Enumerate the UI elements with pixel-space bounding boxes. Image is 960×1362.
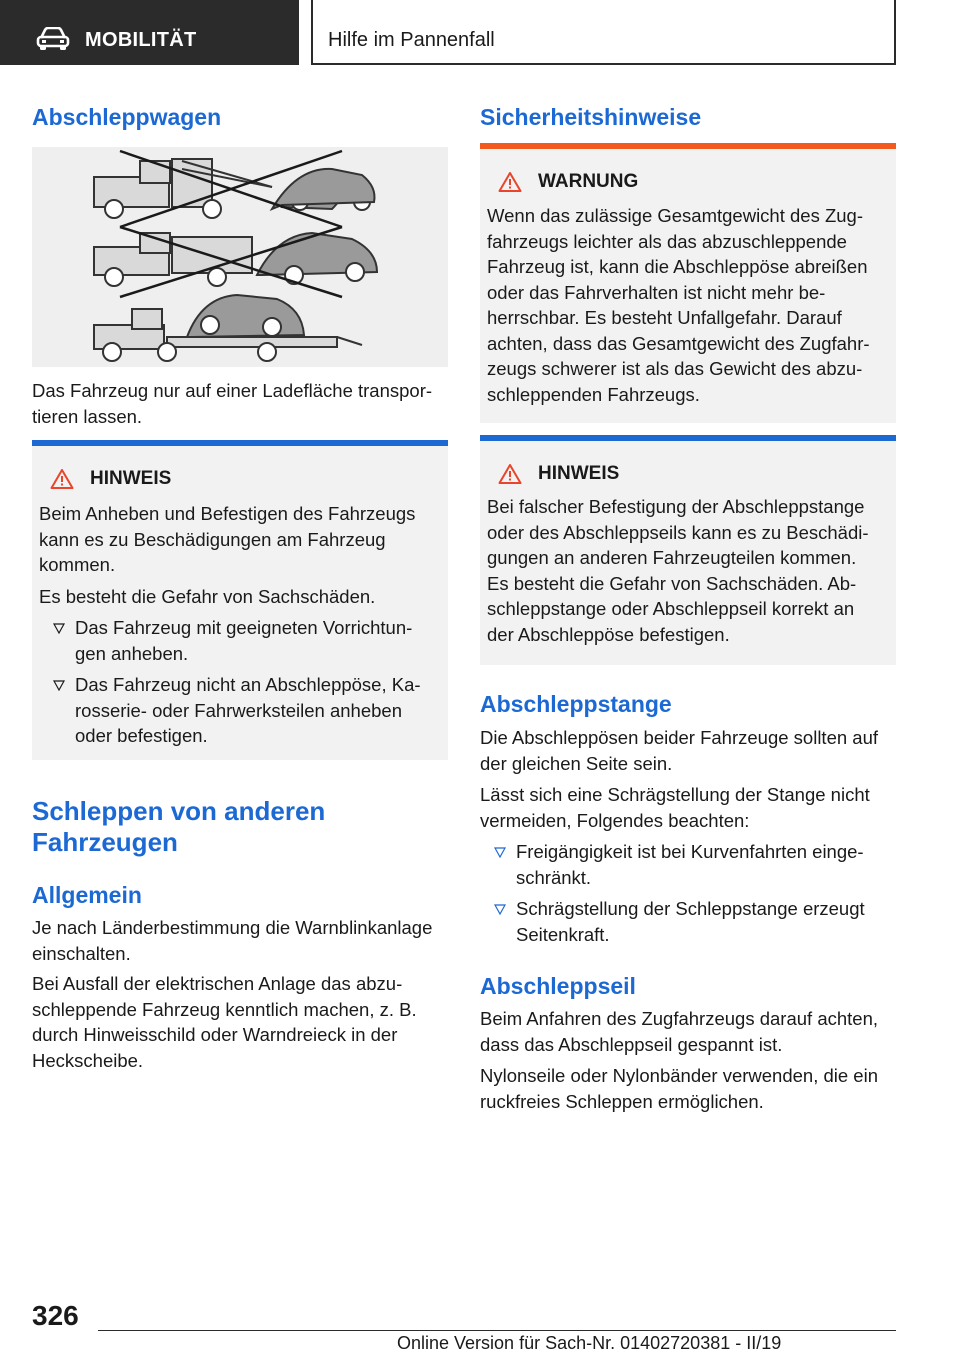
notice-text: Beim Anheben und Befestigen des Fahrzeugs kann es zu Beschädigungen am Fahrzeug kommen. Es besteht die Gefahr von Sachschäden. Das Fahrzeug mit geeigneten Vorrichtun‐ gen anheben. Das Fahrzeug nicht an Abschleppöse, Ka‐ rosserie- oder Fahrwerksteilen anheben oder befestigen. [39, 501, 438, 749]
list-item: Schrägstellung der Schleppstange erzeugt Seitenkraft. [480, 896, 900, 947]
heading-sicherheitshinweise: Sicherheitshinweise [480, 104, 702, 130]
footer-version: Online Version für Sach-Nr. 01402720381 - II/19 [397, 1333, 782, 1353]
notice-bar [480, 435, 896, 441]
notice-label: HINWEIS [90, 468, 172, 489]
notice-text: Bei falscher Befestigung der Abschleppstange oder des Abschleppseils kann es zu Beschädi‐ gungen an anderen Fahrzeugteilen kommen. Es besteht die Gefahr von Sachschäden. Ab‐ schleppstange oder Abschleppseil korrekt an der Abschleppöse befestigen. [487, 496, 869, 645]
rope-paragraph-1: Beim Anfahren des Zugfahrzeugs darauf achten, dass das Abschleppseil gespannt ist. [480, 1008, 879, 1055]
header-chapter-box [311, 0, 896, 65]
towing-illustration [32, 147, 448, 367]
tow-truck-diagram [32, 147, 448, 367]
list-item: Freigängigkeit ist bei Kurvenfahrten einge‐ schränkt. [480, 839, 900, 890]
bullet-triangle-icon [53, 623, 65, 634]
notice-header [498, 463, 619, 485]
subheading-abschleppseil: Abschleppseil [480, 973, 636, 999]
notice-box-right [480, 435, 896, 665]
warning-bar [480, 143, 896, 149]
subheading-abschleppstange: Abschleppstange [480, 691, 672, 717]
warning-header [498, 171, 638, 193]
notice-label: HINWEIS [538, 463, 620, 484]
general-paragraph-2: Bei Ausfall der elektrischen Anlage das abzu‐ schleppende Fahrzeug kenntlich machen, z. B. durch Hinweisschild oder Warndreieck in der Heckscheibe. [32, 973, 417, 1071]
warning-triangle-icon [498, 463, 522, 485]
warning-triangle-icon [498, 171, 522, 193]
warning-triangle-icon [50, 468, 74, 490]
warning-box [480, 143, 896, 423]
figure-caption: Das Fahrzeug nur auf einer Ladefläche transpor‐ tieren lassen. [32, 380, 433, 427]
car-icon [36, 27, 70, 51]
general-paragraph-1: Je nach Länderbestimmung die Warnblinkanlage einschalten. [32, 917, 433, 964]
notice-header [50, 468, 171, 490]
section-title: MOBILITÄT [85, 29, 197, 51]
bullet-triangle-icon [53, 680, 65, 691]
notice-box-left [32, 440, 448, 760]
warning-text: Wenn das zulässige Gesamtgewicht des Zug‐ fahrzeugs leichter als das abzuschleppende Fahrzeug ist, kann die Abschleppöse abreißen oder das Fahrverhalten ist nicht mehr be‐ herrschbar. Es besteht Unfallgefahr. Darauf achten, dass das Gesamtgewicht des Zugfahr‐ zeugs schwerer ist als das Gewicht des abzu‐ schleppenden Fahrzeugs. [487, 205, 870, 405]
rope-paragraph-2: Nylonseile oder Nylonbänder verwenden, die ein ruckfreies Schleppen ermöglichen. [480, 1065, 878, 1112]
bullet-triangle-icon [494, 847, 506, 858]
warning-label: WARNUNG [538, 171, 639, 192]
bar-list [480, 839, 900, 947]
header-section-tab [0, 0, 299, 65]
bar-paragraph-2: Lässt sich eine Schrägstellung der Stange nicht vermeiden, Folgendes beachten: [480, 784, 870, 831]
page-number: 326 [32, 1300, 79, 1331]
footer-divider [98, 1330, 896, 1331]
chapter-title: Hilfe im Pannenfall [328, 29, 495, 51]
bullet-triangle-icon [494, 904, 506, 915]
subheading-allgemein: Allgemein [32, 882, 142, 908]
heading-schleppen: Schleppen von anderen Fahrzeugen [32, 796, 326, 857]
notice-bar [32, 440, 448, 446]
bar-paragraph-1: Die Abschleppösen beider Fahrzeuge sollten auf der gleichen Seite sein. [480, 727, 879, 774]
list-item: Das Fahrzeug nicht an Abschleppöse, Ka‐ rosserie- oder Fahrwerksteilen anheben oder befestigen. [39, 672, 438, 749]
heading-abschleppwagen: Abschleppwagen [32, 104, 222, 130]
list-item: Das Fahrzeug mit geeigneten Vorrichtun‐ gen anheben. [39, 615, 438, 666]
